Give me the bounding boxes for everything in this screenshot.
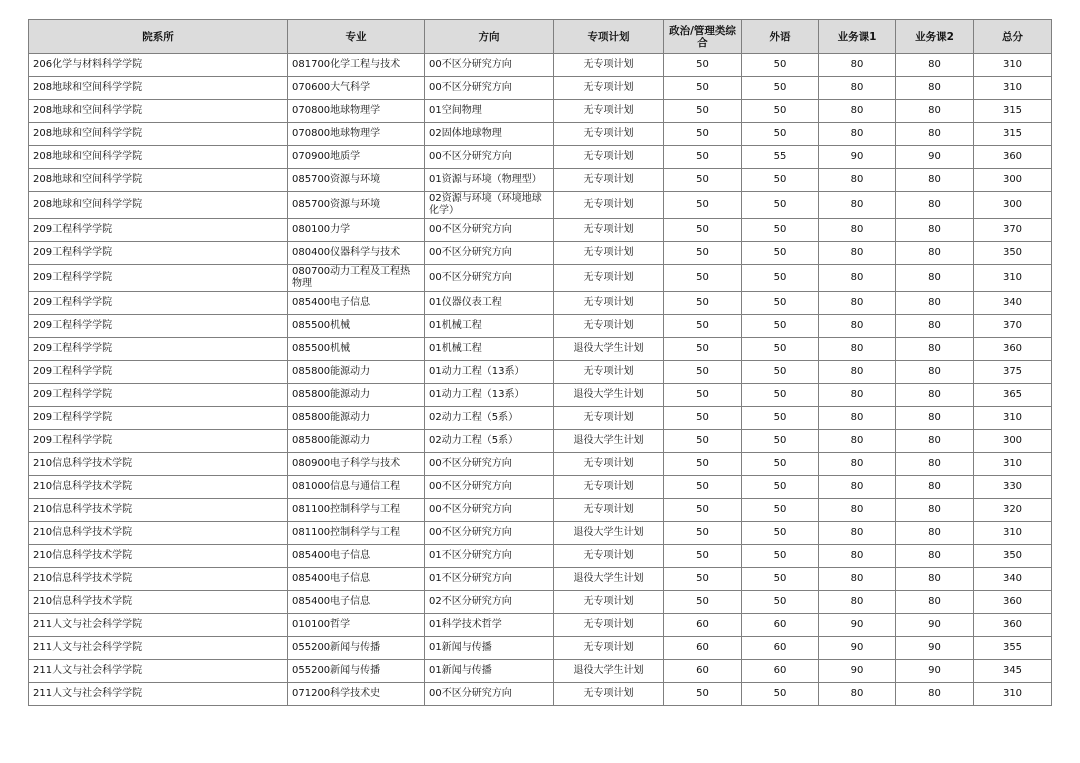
cell-foreign-language: 50 bbox=[742, 384, 819, 407]
cell-total: 340 bbox=[974, 292, 1052, 315]
cell-department: 211人文与社会科学学院 bbox=[29, 683, 288, 706]
cell-subject-1: 80 bbox=[819, 591, 896, 614]
cell-major: 085500机械 bbox=[288, 338, 425, 361]
cell-department: 209工程科学学院 bbox=[29, 361, 288, 384]
cell-direction: 01机械工程 bbox=[425, 315, 554, 338]
cell-direction: 00不区分研究方向 bbox=[425, 499, 554, 522]
cell-major: 085700资源与环境 bbox=[288, 169, 425, 192]
cell-major: 085400电子信息 bbox=[288, 545, 425, 568]
cell-subject-1: 90 bbox=[819, 660, 896, 683]
cell-direction: 01动力工程（13系） bbox=[425, 384, 554, 407]
cell-direction: 01新闻与传播 bbox=[425, 660, 554, 683]
cell-special-plan: 退役大学生计划 bbox=[554, 522, 664, 545]
header-direction: 方向 bbox=[425, 20, 554, 54]
cell-total: 320 bbox=[974, 499, 1052, 522]
cell-total: 300 bbox=[974, 192, 1052, 219]
cell-total: 315 bbox=[974, 123, 1052, 146]
header-major: 专业 bbox=[288, 20, 425, 54]
cell-politics: 50 bbox=[664, 77, 742, 100]
cell-subject-1: 80 bbox=[819, 683, 896, 706]
cell-subject-2: 80 bbox=[896, 430, 974, 453]
cell-department: 209工程科学学院 bbox=[29, 338, 288, 361]
cell-special-plan: 无专项计划 bbox=[554, 77, 664, 100]
cell-special-plan: 退役大学生计划 bbox=[554, 384, 664, 407]
cell-major: 085500机械 bbox=[288, 315, 425, 338]
header-subject-1: 业务课1 bbox=[819, 20, 896, 54]
table-row bbox=[29, 568, 1052, 591]
cell-special-plan: 无专项计划 bbox=[554, 614, 664, 637]
cell-politics: 50 bbox=[664, 242, 742, 265]
cell-politics: 60 bbox=[664, 660, 742, 683]
table-row bbox=[29, 499, 1052, 522]
cell-foreign-language: 50 bbox=[742, 453, 819, 476]
table-row bbox=[29, 476, 1052, 499]
cell-total: 370 bbox=[974, 315, 1052, 338]
table-row bbox=[29, 169, 1052, 192]
cell-total: 330 bbox=[974, 476, 1052, 499]
cell-subject-1: 80 bbox=[819, 384, 896, 407]
cell-direction: 00不区分研究方向 bbox=[425, 683, 554, 706]
cell-subject-1: 80 bbox=[819, 169, 896, 192]
cell-subject-2: 80 bbox=[896, 499, 974, 522]
cell-foreign-language: 50 bbox=[742, 292, 819, 315]
cell-subject-1: 80 bbox=[819, 453, 896, 476]
cell-politics: 50 bbox=[664, 568, 742, 591]
table-header bbox=[29, 20, 1052, 54]
cell-special-plan: 退役大学生计划 bbox=[554, 568, 664, 591]
cell-special-plan: 无专项计划 bbox=[554, 683, 664, 706]
cell-department: 209工程科学学院 bbox=[29, 430, 288, 453]
cell-major: 085800能源动力 bbox=[288, 407, 425, 430]
score-table bbox=[28, 19, 1052, 706]
cell-department: 209工程科学学院 bbox=[29, 315, 288, 338]
table-body bbox=[29, 54, 1052, 706]
cell-major: 055200新闻与传播 bbox=[288, 637, 425, 660]
cell-politics: 50 bbox=[664, 522, 742, 545]
cell-subject-1: 80 bbox=[819, 568, 896, 591]
cell-department: 208地球和空间科学学院 bbox=[29, 100, 288, 123]
cell-direction: 01不区分研究方向 bbox=[425, 545, 554, 568]
cell-special-plan: 无专项计划 bbox=[554, 292, 664, 315]
cell-total: 365 bbox=[974, 384, 1052, 407]
cell-subject-2: 80 bbox=[896, 292, 974, 315]
table-row bbox=[29, 660, 1052, 683]
cell-subject-1: 80 bbox=[819, 476, 896, 499]
cell-subject-2: 80 bbox=[896, 100, 974, 123]
cell-foreign-language: 50 bbox=[742, 338, 819, 361]
cell-politics: 50 bbox=[664, 407, 742, 430]
cell-major: 081700化学工程与技术 bbox=[288, 54, 425, 77]
cell-foreign-language: 50 bbox=[742, 315, 819, 338]
cell-politics: 60 bbox=[664, 614, 742, 637]
table-row bbox=[29, 614, 1052, 637]
table-row bbox=[29, 54, 1052, 77]
cell-politics: 50 bbox=[664, 384, 742, 407]
cell-subject-2: 80 bbox=[896, 683, 974, 706]
header-department: 院系所 bbox=[29, 20, 288, 54]
cell-politics: 50 bbox=[664, 100, 742, 123]
cell-total: 310 bbox=[974, 77, 1052, 100]
cell-foreign-language: 50 bbox=[742, 192, 819, 219]
cell-subject-1: 80 bbox=[819, 407, 896, 430]
cell-foreign-language: 50 bbox=[742, 169, 819, 192]
cell-total: 350 bbox=[974, 242, 1052, 265]
table-row bbox=[29, 683, 1052, 706]
cell-politics: 50 bbox=[664, 476, 742, 499]
cell-direction: 01空间物理 bbox=[425, 100, 554, 123]
cell-politics: 50 bbox=[664, 315, 742, 338]
cell-department: 209工程科学学院 bbox=[29, 384, 288, 407]
cell-subject-2: 80 bbox=[896, 242, 974, 265]
cell-special-plan: 无专项计划 bbox=[554, 169, 664, 192]
cell-total: 345 bbox=[974, 660, 1052, 683]
cell-direction: 01科学技术哲学 bbox=[425, 614, 554, 637]
cell-department: 211人文与社会科学学院 bbox=[29, 637, 288, 660]
cell-subject-2: 80 bbox=[896, 361, 974, 384]
cell-subject-2: 80 bbox=[896, 265, 974, 292]
cell-special-plan: 退役大学生计划 bbox=[554, 338, 664, 361]
cell-foreign-language: 50 bbox=[742, 100, 819, 123]
cell-subject-1: 80 bbox=[819, 545, 896, 568]
cell-subject-1: 90 bbox=[819, 637, 896, 660]
cell-total: 375 bbox=[974, 361, 1052, 384]
cell-direction: 00不区分研究方向 bbox=[425, 476, 554, 499]
cell-special-plan: 无专项计划 bbox=[554, 100, 664, 123]
cell-subject-2: 80 bbox=[896, 338, 974, 361]
table-row bbox=[29, 453, 1052, 476]
cell-direction: 01机械工程 bbox=[425, 338, 554, 361]
cell-subject-2: 90 bbox=[896, 637, 974, 660]
cell-subject-1: 80 bbox=[819, 292, 896, 315]
cell-special-plan: 无专项计划 bbox=[554, 315, 664, 338]
cell-total: 315 bbox=[974, 100, 1052, 123]
table-row bbox=[29, 430, 1052, 453]
cell-politics: 50 bbox=[664, 453, 742, 476]
cell-total: 340 bbox=[974, 568, 1052, 591]
cell-politics: 50 bbox=[664, 54, 742, 77]
cell-subject-1: 80 bbox=[819, 77, 896, 100]
cell-special-plan: 退役大学生计划 bbox=[554, 660, 664, 683]
cell-subject-1: 80 bbox=[819, 361, 896, 384]
table-row bbox=[29, 384, 1052, 407]
cell-foreign-language: 60 bbox=[742, 614, 819, 637]
header-row bbox=[29, 20, 1052, 54]
cell-subject-1: 80 bbox=[819, 315, 896, 338]
cell-department: 209工程科学学院 bbox=[29, 242, 288, 265]
cell-major: 055200新闻与传播 bbox=[288, 660, 425, 683]
cell-department: 211人文与社会科学学院 bbox=[29, 660, 288, 683]
table-row bbox=[29, 292, 1052, 315]
cell-department: 206化学与材料科学学院 bbox=[29, 54, 288, 77]
cell-foreign-language: 50 bbox=[742, 683, 819, 706]
cell-subject-2: 80 bbox=[896, 169, 974, 192]
cell-major: 085700资源与环境 bbox=[288, 192, 425, 219]
cell-foreign-language: 50 bbox=[742, 407, 819, 430]
cell-subject-2: 90 bbox=[896, 146, 974, 169]
cell-special-plan: 退役大学生计划 bbox=[554, 430, 664, 453]
cell-foreign-language: 50 bbox=[742, 361, 819, 384]
cell-direction: 00不区分研究方向 bbox=[425, 77, 554, 100]
cell-major: 081000信息与通信工程 bbox=[288, 476, 425, 499]
cell-subject-2: 80 bbox=[896, 315, 974, 338]
table-row bbox=[29, 545, 1052, 568]
cell-major: 080900电子科学与技术 bbox=[288, 453, 425, 476]
cell-politics: 50 bbox=[664, 591, 742, 614]
cell-department: 209工程科学学院 bbox=[29, 407, 288, 430]
cell-special-plan: 无专项计划 bbox=[554, 242, 664, 265]
table-row bbox=[29, 100, 1052, 123]
cell-department: 208地球和空间科学学院 bbox=[29, 123, 288, 146]
cell-special-plan: 无专项计划 bbox=[554, 265, 664, 292]
cell-total: 310 bbox=[974, 54, 1052, 77]
cell-special-plan: 无专项计划 bbox=[554, 591, 664, 614]
table-row bbox=[29, 361, 1052, 384]
cell-subject-2: 80 bbox=[896, 522, 974, 545]
cell-subject-1: 90 bbox=[819, 614, 896, 637]
cell-major: 071200科学技术史 bbox=[288, 683, 425, 706]
cell-direction: 00不区分研究方向 bbox=[425, 453, 554, 476]
cell-special-plan: 无专项计划 bbox=[554, 219, 664, 242]
cell-department: 210信息科学技术学院 bbox=[29, 453, 288, 476]
cell-subject-1: 80 bbox=[819, 265, 896, 292]
cell-foreign-language: 50 bbox=[742, 123, 819, 146]
table-row bbox=[29, 522, 1052, 545]
cell-foreign-language: 50 bbox=[742, 545, 819, 568]
cell-subject-1: 80 bbox=[819, 338, 896, 361]
table-row bbox=[29, 242, 1052, 265]
cell-special-plan: 无专项计划 bbox=[554, 499, 664, 522]
cell-foreign-language: 50 bbox=[742, 430, 819, 453]
cell-direction: 00不区分研究方向 bbox=[425, 146, 554, 169]
cell-special-plan: 无专项计划 bbox=[554, 192, 664, 219]
cell-subject-2: 80 bbox=[896, 192, 974, 219]
cell-department: 210信息科学技术学院 bbox=[29, 568, 288, 591]
cell-politics: 50 bbox=[664, 338, 742, 361]
table-row bbox=[29, 265, 1052, 292]
cell-politics: 50 bbox=[664, 361, 742, 384]
cell-special-plan: 无专项计划 bbox=[554, 146, 664, 169]
cell-subject-2: 80 bbox=[896, 77, 974, 100]
cell-politics: 50 bbox=[664, 169, 742, 192]
cell-politics: 50 bbox=[664, 146, 742, 169]
cell-direction: 02不区分研究方向 bbox=[425, 591, 554, 614]
cell-direction: 00不区分研究方向 bbox=[425, 54, 554, 77]
cell-subject-1: 80 bbox=[819, 100, 896, 123]
cell-direction: 02固体地球物理 bbox=[425, 123, 554, 146]
cell-total: 310 bbox=[974, 265, 1052, 292]
cell-subject-2: 90 bbox=[896, 660, 974, 683]
cell-special-plan: 无专项计划 bbox=[554, 545, 664, 568]
cell-foreign-language: 50 bbox=[742, 242, 819, 265]
table-row bbox=[29, 123, 1052, 146]
cell-subject-2: 90 bbox=[896, 614, 974, 637]
cell-total: 310 bbox=[974, 407, 1052, 430]
cell-foreign-language: 50 bbox=[742, 54, 819, 77]
cell-major: 085800能源动力 bbox=[288, 430, 425, 453]
cell-politics: 50 bbox=[664, 430, 742, 453]
cell-department: 210信息科学技术学院 bbox=[29, 522, 288, 545]
cell-subject-1: 80 bbox=[819, 219, 896, 242]
cell-direction: 00不区分研究方向 bbox=[425, 219, 554, 242]
cell-total: 310 bbox=[974, 522, 1052, 545]
table-row bbox=[29, 338, 1052, 361]
table-row bbox=[29, 77, 1052, 100]
cell-foreign-language: 50 bbox=[742, 522, 819, 545]
cell-foreign-language: 50 bbox=[742, 77, 819, 100]
cell-department: 208地球和空间科学学院 bbox=[29, 77, 288, 100]
cell-total: 310 bbox=[974, 453, 1052, 476]
cell-total: 360 bbox=[974, 591, 1052, 614]
cell-department: 210信息科学技术学院 bbox=[29, 591, 288, 614]
cell-politics: 50 bbox=[664, 683, 742, 706]
cell-department: 210信息科学技术学院 bbox=[29, 499, 288, 522]
cell-subject-2: 80 bbox=[896, 568, 974, 591]
cell-politics: 50 bbox=[664, 219, 742, 242]
cell-major: 081100控制科学与工程 bbox=[288, 499, 425, 522]
cell-direction: 00不区分研究方向 bbox=[425, 242, 554, 265]
cell-direction: 02动力工程（5系） bbox=[425, 430, 554, 453]
table-row bbox=[29, 146, 1052, 169]
cell-direction: 01资源与环境（物理型） bbox=[425, 169, 554, 192]
cell-major: 085400电子信息 bbox=[288, 568, 425, 591]
cell-major: 081100控制科学与工程 bbox=[288, 522, 425, 545]
cell-direction: 01新闻与传播 bbox=[425, 637, 554, 660]
table-row bbox=[29, 315, 1052, 338]
table-row bbox=[29, 219, 1052, 242]
cell-subject-1: 80 bbox=[819, 242, 896, 265]
cell-subject-1: 80 bbox=[819, 430, 896, 453]
table-row bbox=[29, 192, 1052, 219]
cell-major: 070900地质学 bbox=[288, 146, 425, 169]
cell-department: 209工程科学学院 bbox=[29, 265, 288, 292]
header-special-plan: 专项计划 bbox=[554, 20, 664, 54]
cell-subject-2: 80 bbox=[896, 219, 974, 242]
cell-direction: 02资源与环境（环境地球化学） bbox=[425, 192, 554, 219]
cell-subject-1: 80 bbox=[819, 522, 896, 545]
cell-department: 209工程科学学院 bbox=[29, 219, 288, 242]
cell-department: 211人文与社会科学学院 bbox=[29, 614, 288, 637]
cell-subject-1: 80 bbox=[819, 123, 896, 146]
cell-direction: 01仪器仪表工程 bbox=[425, 292, 554, 315]
cell-politics: 50 bbox=[664, 265, 742, 292]
cell-major: 080100力学 bbox=[288, 219, 425, 242]
cell-politics: 50 bbox=[664, 123, 742, 146]
cell-direction: 01不区分研究方向 bbox=[425, 568, 554, 591]
cell-foreign-language: 50 bbox=[742, 265, 819, 292]
cell-special-plan: 无专项计划 bbox=[554, 123, 664, 146]
cell-foreign-language: 50 bbox=[742, 591, 819, 614]
cell-foreign-language: 55 bbox=[742, 146, 819, 169]
cell-subject-2: 80 bbox=[896, 591, 974, 614]
cell-special-plan: 无专项计划 bbox=[554, 54, 664, 77]
cell-subject-2: 80 bbox=[896, 545, 974, 568]
cell-politics: 50 bbox=[664, 499, 742, 522]
cell-foreign-language: 60 bbox=[742, 660, 819, 683]
cell-foreign-language: 50 bbox=[742, 499, 819, 522]
cell-major: 010100哲学 bbox=[288, 614, 425, 637]
cell-politics: 50 bbox=[664, 192, 742, 219]
cell-total: 300 bbox=[974, 430, 1052, 453]
header-total: 总分 bbox=[974, 20, 1052, 54]
table-row bbox=[29, 407, 1052, 430]
cell-subject-1: 80 bbox=[819, 499, 896, 522]
header-subject-2: 业务课2 bbox=[896, 20, 974, 54]
cell-department: 208地球和空间科学学院 bbox=[29, 192, 288, 219]
cell-major: 085400电子信息 bbox=[288, 591, 425, 614]
cell-politics: 50 bbox=[664, 545, 742, 568]
cell-total: 370 bbox=[974, 219, 1052, 242]
cell-major: 070600大气科学 bbox=[288, 77, 425, 100]
header-foreign-language: 外语 bbox=[742, 20, 819, 54]
cell-foreign-language: 50 bbox=[742, 476, 819, 499]
cell-direction: 00不区分研究方向 bbox=[425, 265, 554, 292]
cell-foreign-language: 50 bbox=[742, 568, 819, 591]
cell-total: 310 bbox=[974, 683, 1052, 706]
cell-department: 208地球和空间科学学院 bbox=[29, 169, 288, 192]
cell-special-plan: 无专项计划 bbox=[554, 476, 664, 499]
cell-major: 085800能源动力 bbox=[288, 384, 425, 407]
cell-special-plan: 无专项计划 bbox=[554, 361, 664, 384]
table-row bbox=[29, 591, 1052, 614]
cell-special-plan: 无专项计划 bbox=[554, 453, 664, 476]
cell-department: 210信息科学技术学院 bbox=[29, 545, 288, 568]
cell-politics: 50 bbox=[664, 292, 742, 315]
cell-total: 360 bbox=[974, 614, 1052, 637]
cell-subject-2: 80 bbox=[896, 476, 974, 499]
cell-major: 070800地球物理学 bbox=[288, 123, 425, 146]
cell-major: 085800能源动力 bbox=[288, 361, 425, 384]
cell-subject-1: 80 bbox=[819, 192, 896, 219]
cell-major: 080700动力工程及工程热物理 bbox=[288, 265, 425, 292]
cell-politics: 60 bbox=[664, 637, 742, 660]
cell-total: 360 bbox=[974, 338, 1052, 361]
cell-major: 070800地球物理学 bbox=[288, 100, 425, 123]
cell-department: 208地球和空间科学学院 bbox=[29, 146, 288, 169]
cell-subject-1: 90 bbox=[819, 146, 896, 169]
cell-subject-2: 80 bbox=[896, 407, 974, 430]
cell-total: 350 bbox=[974, 545, 1052, 568]
cell-subject-2: 80 bbox=[896, 123, 974, 146]
header-politics: 政治/管理类综合 bbox=[664, 20, 742, 54]
cell-total: 355 bbox=[974, 637, 1052, 660]
cell-subject-2: 80 bbox=[896, 384, 974, 407]
cell-special-plan: 无专项计划 bbox=[554, 407, 664, 430]
cell-subject-2: 80 bbox=[896, 54, 974, 77]
cell-subject-1: 80 bbox=[819, 54, 896, 77]
cell-major: 080400仪器科学与技术 bbox=[288, 242, 425, 265]
cell-department: 209工程科学学院 bbox=[29, 292, 288, 315]
cell-foreign-language: 60 bbox=[742, 637, 819, 660]
cell-subject-2: 80 bbox=[896, 453, 974, 476]
cell-total: 360 bbox=[974, 146, 1052, 169]
cell-total: 300 bbox=[974, 169, 1052, 192]
cell-direction: 02动力工程（5系） bbox=[425, 407, 554, 430]
cell-direction: 01动力工程（13系） bbox=[425, 361, 554, 384]
cell-department: 210信息科学技术学院 bbox=[29, 476, 288, 499]
cell-special-plan: 无专项计划 bbox=[554, 637, 664, 660]
cell-direction: 00不区分研究方向 bbox=[425, 522, 554, 545]
cell-major: 085400电子信息 bbox=[288, 292, 425, 315]
table-row bbox=[29, 637, 1052, 660]
cell-foreign-language: 50 bbox=[742, 219, 819, 242]
